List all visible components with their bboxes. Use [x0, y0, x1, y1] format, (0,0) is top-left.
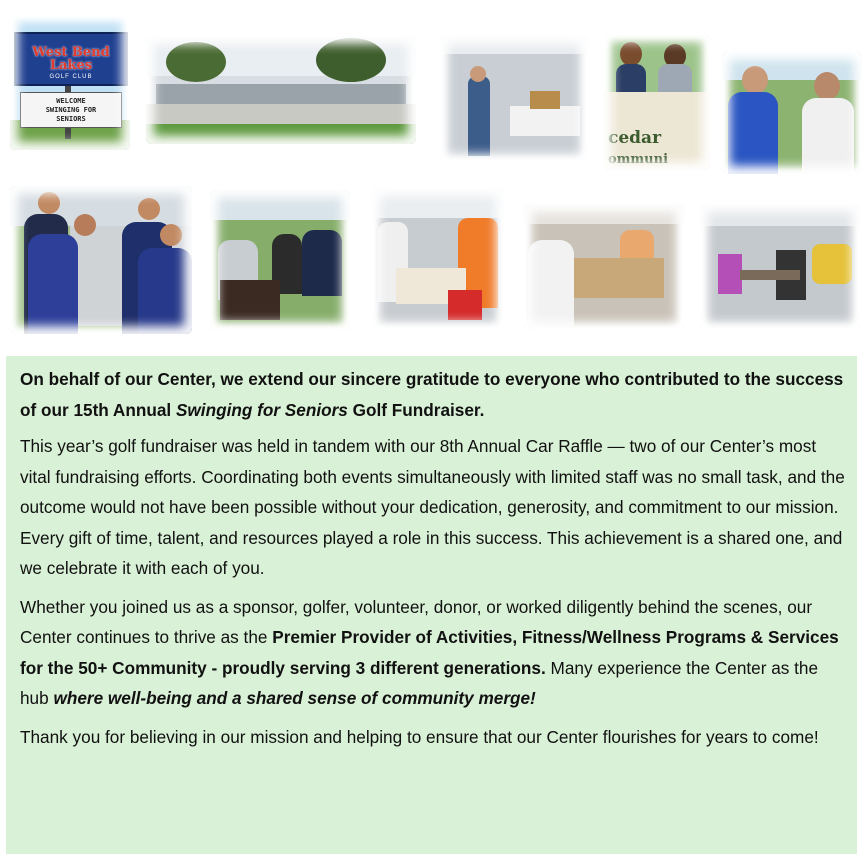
golf-club-sign — [14, 32, 128, 86]
photo-dining-group — [524, 204, 684, 330]
photo-golfers-table — [210, 190, 350, 330]
thank-you-letter — [6, 356, 857, 854]
photo-food-table — [372, 188, 504, 330]
photo-golf-club-sign — [10, 14, 130, 150]
sign-venue-name: West Bend Lakes — [32, 45, 110, 73]
photo-two-women-volunteers — [722, 52, 862, 174]
para2-text-a: Whether you joined us as a sponsor, golfer, volunteer, donor, or worked diligently behind the scenes, our Center continues to thrive as the — [20, 596, 813, 647]
sign-venue-sub: GOLF CLUB — [49, 74, 93, 80]
event-name: Swinging for Seniors — [175, 399, 348, 420]
photo-cedar-table — [604, 34, 710, 170]
para2-mission-bold: Premier Provider of Activities, Fitness/Wellness Programs & Services for the 50+ Community - proudly serving 3 different generations. — [20, 627, 839, 678]
photo-pavilion-crowd — [700, 204, 860, 330]
letter-paragraph-2 — [20, 592, 847, 714]
letter-paragraph-1: This year’s golf fundraiser was held in tandem with our 8th Annual Car Raffle — two of our Center’s most vital fundraising efforts. Coordinating both events simultaneously with limited staff was no small task, and the outcome would not have been possible without your dedication, generosity, and commitment to our mission. Every gift of time, talent, and resources played a role in this success. This achievement is a shared one, and we celebrate it with each of you. — [20, 436, 845, 578]
letter-board-line-1: WELCOME — [56, 96, 86, 105]
letter-board-line-3: SENIORS — [56, 114, 86, 123]
para2-text-b: Many experience the Center as the hub — [20, 657, 819, 708]
letter-lead — [20, 364, 847, 425]
cedar-banner-text: cedar — [608, 128, 662, 148]
letter-board-line-2: SWINGING FOR — [45, 105, 97, 114]
lead-text-2: Golf Fundraiser. — [347, 399, 485, 420]
photo-golfers-yellow-caps — [10, 186, 192, 334]
photo-registration-tent — [440, 36, 588, 162]
cedar-banner-tail: ommuni — [608, 152, 669, 167]
welcome-letter-board — [20, 92, 122, 128]
para2-hub-bold-italic: where well-being and a shared sense of community merge! — [53, 688, 536, 708]
photo-golf-cart-lot — [146, 36, 416, 144]
lead-text-1: On behalf of our Center, we extend our sincere gratitude to everyone who contributed to the success of our 15th Annual — [20, 369, 844, 420]
cedar-banner — [608, 128, 668, 168]
letter-paragraph-3: Thank you for believing in our mission and helping to ensure that our Center flourishes for years to come! — [20, 726, 819, 747]
